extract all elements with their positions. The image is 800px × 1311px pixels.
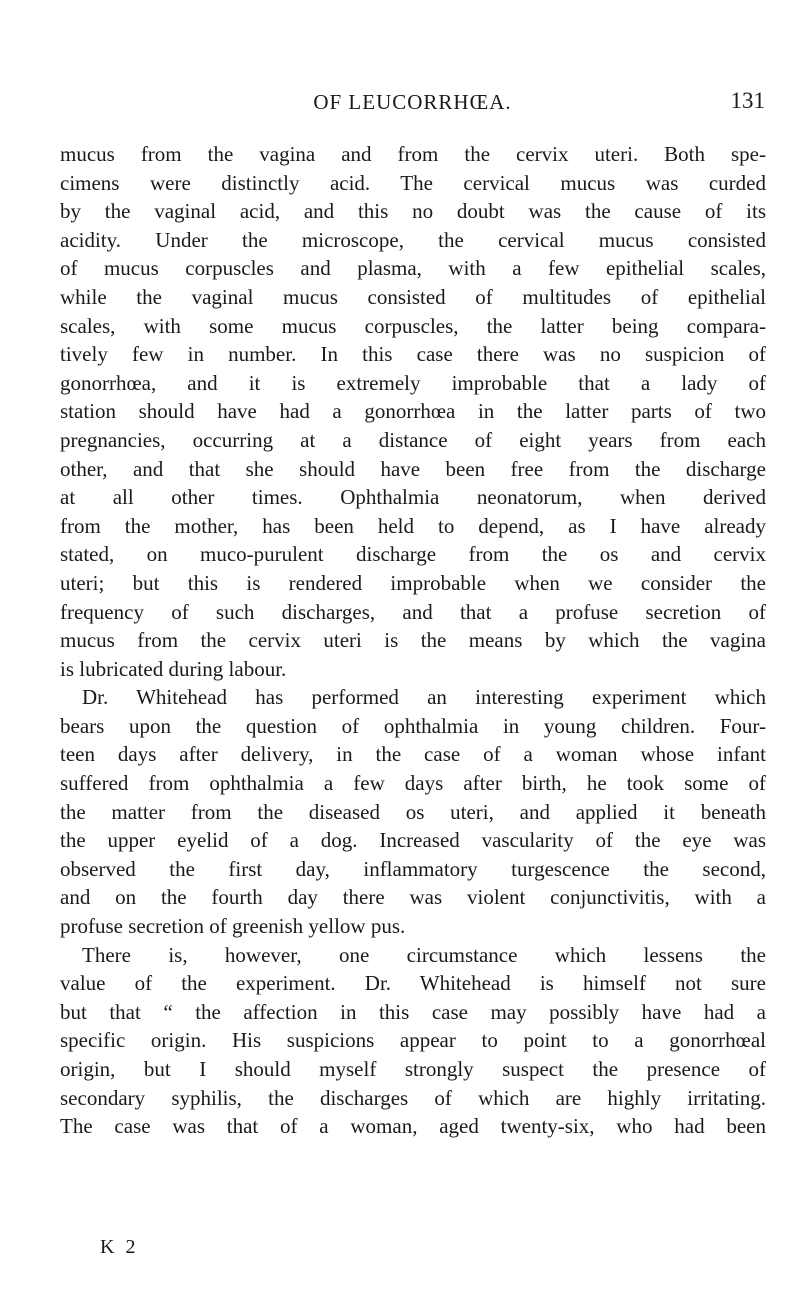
- text-line: from the mother, has been held to depend, as I have already: [60, 513, 766, 538]
- text-line: but that “ the affection in this case may possibly have had a: [60, 999, 766, 1024]
- text-line: station should have had a gonorrhœa in the latter parts of two: [60, 399, 766, 424]
- paragraph-end-line: is lubricated during labour.: [60, 656, 287, 681]
- text-line: secondary syphilis, the discharges of which are highly irritating.: [60, 1085, 766, 1110]
- text-line: stated, on muco-purulent discharge from the os and cervix: [60, 542, 766, 567]
- text-line: frequency of such discharges, and that a profuse secretion of: [60, 599, 766, 624]
- body-text: [60, 140, 766, 1141]
- text-line: and on the fourth day there was violent conjunctivitis, with a: [60, 885, 766, 910]
- paragraph-end-line: profuse secretion of greenish yellow pus.: [60, 914, 406, 939]
- text-line: cimens were distinctly acid. The cervical mucus was curded: [60, 170, 766, 195]
- text-line: while the vaginal mucus consisted of multitudes of epithelial: [60, 284, 766, 309]
- text-line: uteri; but this is rendered improbable when we consider the: [60, 570, 766, 595]
- text-line: by the vaginal acid, and this no doubt was the cause of its: [60, 199, 766, 224]
- running-header: [60, 90, 765, 120]
- text-line: mucus from the vagina and from the cervix uteri. Both spe-: [60, 142, 766, 166]
- text-line: the upper eyelid of a dog. Increased vascularity of the eye was: [60, 828, 766, 853]
- text-line: bears upon the question of ophthalmia in young children. Four-: [60, 713, 766, 738]
- paragraph-start-line: Dr. Whitehead has performed an interesting experiment which: [82, 685, 766, 710]
- paragraph-start-line: There is, however, one circumstance which lessens the: [82, 942, 766, 967]
- text-line: observed the first day, inflammatory turgescence the second,: [60, 856, 766, 881]
- text-line: tively few in number. In this case there was no suspicion of: [60, 342, 766, 367]
- text-line: other, and that she should have been free from the discharge: [60, 456, 766, 481]
- text-line: specific origin. His suspicions appear to point to a gonorrhœal: [60, 1028, 766, 1053]
- text-line: The case was that of a woman, aged twenty-six, who had been: [60, 1114, 766, 1139]
- signature-mark: K 2: [100, 1236, 139, 1258]
- page-number: 131: [730, 88, 765, 113]
- text-line: acidity. Under the microscope, the cervical mucus consisted: [60, 227, 766, 252]
- text-line: the matter from the diseased os uteri, and applied it beneath: [60, 799, 766, 824]
- text-line: teen days after delivery, in the case of a woman whose infant: [60, 742, 766, 767]
- running-title: OF LEUCORRHŒA.: [313, 90, 512, 114]
- text-line: gonorrhœa, and it is extremely improbable that a lady of: [60, 370, 766, 395]
- text-line: value of the experiment. Dr. Whitehead is himself not sure: [60, 971, 766, 996]
- text-line: mucus from the cervix uteri is the means by which the vagina: [60, 628, 766, 653]
- text-line: at all other times. Ophthalmia neonatorum, when derived: [60, 485, 766, 510]
- text-line: of mucus corpuscles and plasma, with a few epithelial scales,: [60, 256, 766, 281]
- text-line: suffered from ophthalmia a few days after birth, he took some of: [60, 771, 766, 796]
- text-line: pregnancies, occurring at a distance of eight years from each: [60, 427, 766, 452]
- text-line: scales, with some mucus corpuscles, the latter being compara-: [60, 313, 766, 338]
- text-line: origin, but I should myself strongly suspect the presence of: [60, 1057, 766, 1081]
